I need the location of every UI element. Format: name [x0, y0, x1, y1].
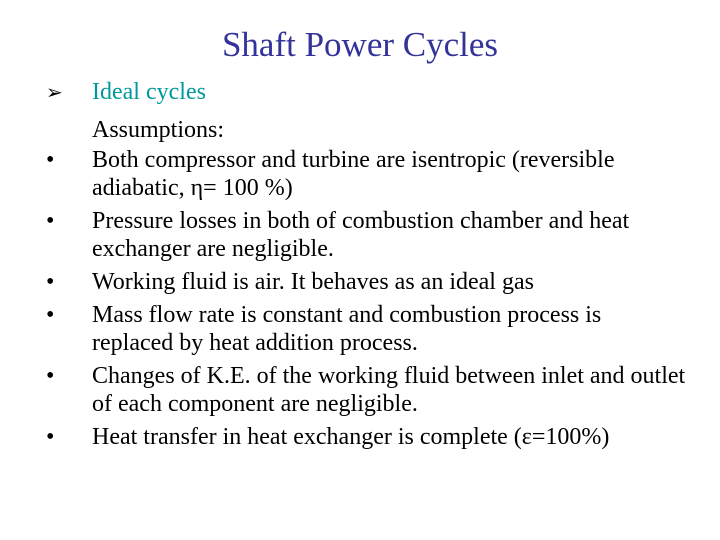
arrow-bullet-icon: ➢	[46, 82, 63, 104]
list-item	[46, 268, 686, 296]
assumptions-list	[46, 146, 686, 456]
list-item-text: Heat transfer in heat exchanger is complete (ε=100%)	[92, 424, 610, 450]
bullet-icon: •	[46, 208, 55, 234]
list-item	[46, 207, 686, 263]
list-item-text: Changes of K.E. of the working fluid between inlet and outlet of each component are negligible.	[92, 363, 686, 417]
list-item-text: Both compressor and turbine are isentropic (reversible adiabatic, η= 100 %)	[92, 147, 615, 201]
bullet-icon: •	[46, 302, 55, 328]
bullet-icon: •	[46, 363, 55, 389]
list-item	[46, 301, 686, 357]
list-item	[46, 146, 686, 202]
list-item-text: Working fluid is air. It behaves as an ideal gas	[92, 269, 534, 295]
bullet-icon: •	[46, 147, 55, 173]
list-item	[46, 362, 686, 418]
bullet-icon: •	[46, 269, 55, 295]
list-item-text: Mass flow rate is constant and combustion process is replaced by heat addition process.	[92, 302, 602, 356]
list-item	[46, 423, 686, 451]
section-label: Ideal cycles	[92, 79, 206, 105]
assumptions-subheading: Assumptions:	[92, 117, 225, 143]
bullet-icon: •	[46, 424, 55, 450]
list-item-text: Pressure losses in both of combustion chamber and heat exchanger are negligible.	[92, 208, 630, 262]
slide-title: Shaft Power Cycles	[221, 25, 499, 64]
